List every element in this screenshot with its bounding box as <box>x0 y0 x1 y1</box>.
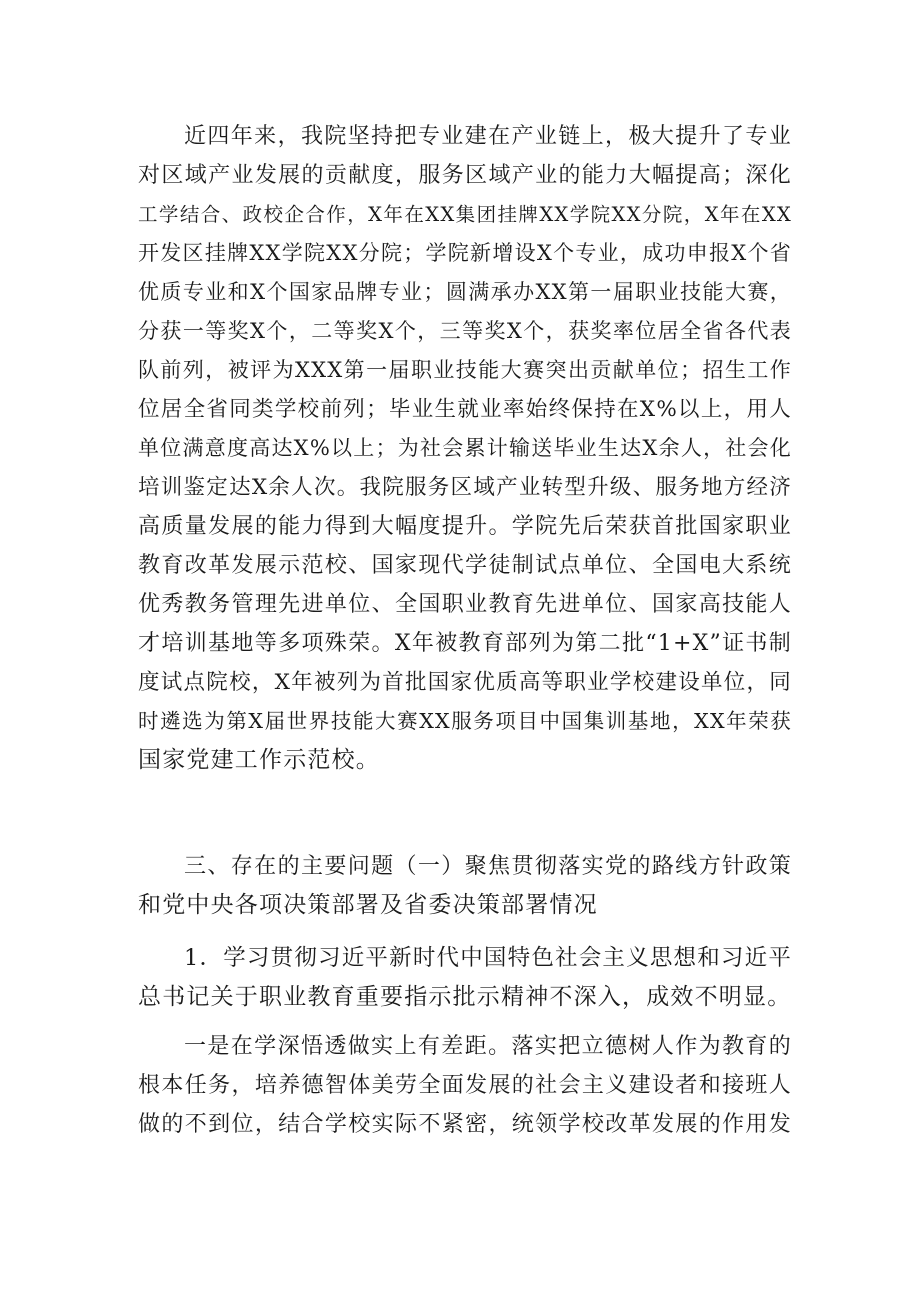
text-line: 度试点院校，X年被列为首批国家优质高等职业学校建设单位，同 <box>138 670 792 695</box>
text-line: 和党中央各项决策部署及省委决策部署情况 <box>138 892 598 918</box>
paragraph-achievements <box>138 117 792 780</box>
text-line: 一是在学深悟透做实上有差距。落实把立德树人作为教育的 <box>184 1034 792 1059</box>
text-line: 队前列，被评为XXX第一届职业技能大赛突出贡献单位；招生工作 <box>138 358 792 382</box>
text-line: 优质专业和X个国家品牌专业；圆满承办XX第一届职业技能大赛， <box>138 280 792 304</box>
text-line: 单位满意度高达X%以上；为社会累计输送毕业生达X余人，社会化 <box>138 436 792 460</box>
text-line: 优秀教务管理先进单位、全国职业教育先进单位、国家高技能人 <box>138 592 792 617</box>
text-line: 培训鉴定达X余人次。我院服务区域产业转型升级、服务地方经济 <box>138 475 792 500</box>
text-line: 分获一等奖X个，二等奖X个，三等奖X个，获奖率位居全省各代表 <box>138 319 792 343</box>
text-line: 高质量发展的能力得到大幅度提升。学院先后荣获首批国家职业 <box>138 514 792 539</box>
numbered-item-one <box>138 939 792 1017</box>
text-line: 对区域产业发展的贡献度，服务区域产业的能力大幅提高；深化 <box>138 163 792 188</box>
text-line: 工学结合、政校企合作，X年在XX集团挂牌XX学院XX分院，X年在XX <box>138 203 792 226</box>
text-line: 教育改革发展示范校、国家现代学徒制试点单位、全国电大系统 <box>138 553 792 578</box>
text-line: 开发区挂牌XX学院XX分院；学院新增设X个专业，成功申报X个省 <box>138 241 792 265</box>
text-line: 根本任务，培养德智体美劳全面发展的社会主义建设者和接班人 <box>138 1073 792 1098</box>
text-line: 国家党建工作示范校。 <box>138 747 380 773</box>
text-line: 近四年来，我院坚持把专业建在产业链上，极大提升了专业 <box>184 124 792 149</box>
text-line: 总书记关于职业教育重要指示批示精神不深入，成效不明显。 <box>138 984 792 1010</box>
text-line: 做的不到位，结合学校实际不紧密，统领学校改革发展的作用发 <box>138 1112 792 1137</box>
text-line: 三、存在的主要问题（一）聚焦贯彻落实党的路线方针政策 <box>184 854 792 879</box>
text-line: 才培训基地等多项殊荣。X年被教育部列为第二批“1+X”证书制 <box>138 631 792 656</box>
paragraph-point-one <box>138 1027 792 1144</box>
text-line: 时遴选为第X届世界技能大赛XX服务项目中国集训基地，XX年荣获 <box>138 709 792 733</box>
text-line: 1．学习贯彻习近平新时代中国特色社会主义思想和习近平 <box>184 945 792 971</box>
text-line: 位居全省同类学校前列；毕业生就业率始终保持在X%以上，用人 <box>138 397 792 422</box>
section-heading-problems <box>138 847 792 925</box>
